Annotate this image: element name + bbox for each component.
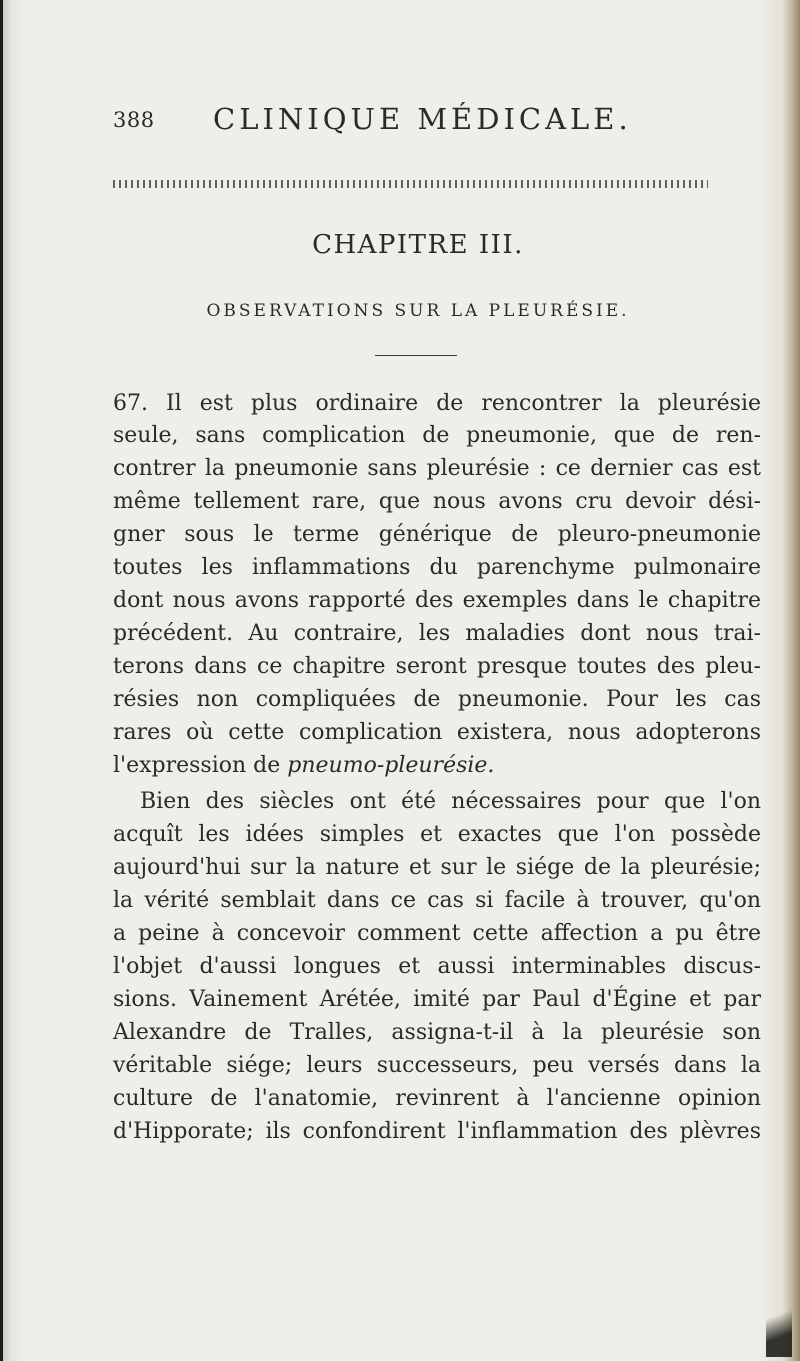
paragraph-line: rares où cette complication existera, nous adopterons bbox=[113, 720, 761, 745]
paragraph-line: terons dans ce chapitre seront presque toutes des pleu- bbox=[113, 654, 761, 679]
running-head bbox=[113, 100, 673, 140]
paragraph-line: Alexandre de Tralles, assigna-t-il à la pleurésie son bbox=[113, 1020, 761, 1045]
paragraph-line-text: l'expression de bbox=[113, 753, 281, 778]
paragraph-line: même tellement rare, que nous avons cru devoir dési- bbox=[113, 489, 761, 514]
italic-term: pneumo-pleurésie. bbox=[287, 753, 495, 778]
page-edge bbox=[782, 0, 800, 1361]
scan-corner-mark bbox=[766, 1287, 792, 1357]
section-title: OBSERVATIONS SUR LA PLEURÉSIE. bbox=[206, 301, 630, 321]
paragraph-line: contrer la pneumonie sans pleurésie : ce dernier cas est bbox=[113, 456, 761, 481]
paragraph-line: dont nous avons rapporté des exemples dans le chapitre bbox=[113, 588, 761, 613]
paragraph-line: culture de l'anatomie, revinrent à l'ancienne opinion bbox=[113, 1086, 761, 1111]
paragraph-line: 67. Il est plus ordinaire de rencontrer la pleurésie bbox=[113, 391, 761, 416]
page-number: 388 bbox=[113, 108, 155, 132]
paragraph-line: Bien des siècles ont été nécessaires pour que l'on bbox=[140, 789, 761, 814]
paragraph-line: gner sous le terme générique de pleuro-pneumonie bbox=[113, 522, 761, 547]
paragraph-line: précédent. Au contraire, les maladies dont nous trai- bbox=[113, 621, 761, 646]
chapter-heading: CHAPITRE III. bbox=[312, 230, 524, 260]
paragraph-line: l'objet d'aussi longues et aussi interminables discus- bbox=[113, 954, 761, 979]
paragraph-line: a peine à concevoir comment cette affection a pu être bbox=[113, 921, 761, 946]
binding-shadow bbox=[0, 0, 3, 1361]
paragraph-line: acquît les idées simples et exactes que l'on possède bbox=[113, 822, 761, 847]
paragraph-line: sions. Vainement Arétée, imité par Paul d'Égine et par bbox=[113, 987, 761, 1012]
section-divider bbox=[375, 355, 457, 356]
paragraph-line: toutes les inflammations du parenchyme pulmonaire bbox=[113, 555, 761, 580]
ornamental-rule bbox=[113, 180, 708, 188]
paragraph-line: véritable siége; leurs successeurs, peu versés dans la bbox=[113, 1053, 761, 1078]
running-title: CLINIQUE MÉDICALE. bbox=[213, 102, 632, 136]
paragraph-line: seule, sans complication de pneumonie, que de ren- bbox=[113, 423, 761, 448]
paragraph-line: la vérité semblait dans ce cas si facile à trouver, qu'on bbox=[113, 888, 761, 913]
paragraph-line: aujourd'hui sur la nature et sur le siége de la pleurésie; bbox=[113, 855, 761, 880]
paragraph-last-line bbox=[113, 750, 761, 782]
paragraph-line: résies non compliquées de pneumonie. Pour les cas bbox=[113, 687, 761, 712]
paragraph-line: d'Hipporate; ils confondirent l'inflammation des plèvres bbox=[113, 1119, 761, 1144]
